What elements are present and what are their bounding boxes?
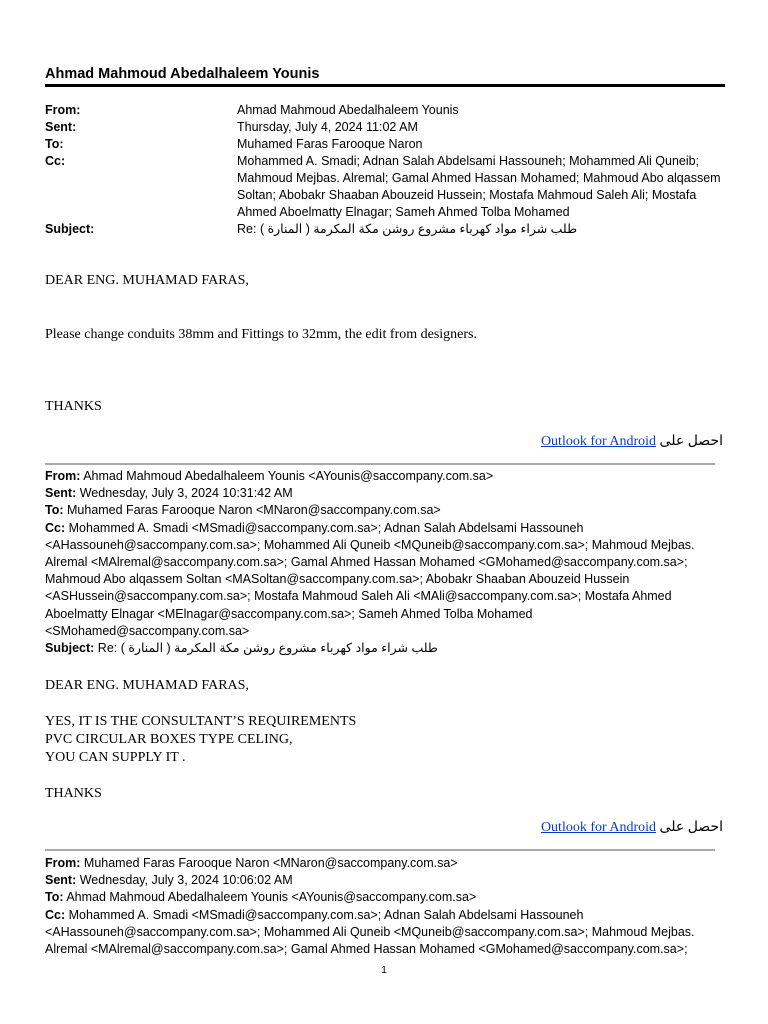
subject-arabic-text: طلب شراء مواد كهرباء مشروع روشن مكة المكرمة ( المنارة ): [259, 222, 578, 236]
quoted-greeting: [45, 677, 725, 695]
quoted-from-value: Ahmad Mahmoud Abedalhaleem Younis <AYounis@saccompany.com.sa>: [83, 469, 494, 483]
page-number: 1: [381, 965, 387, 976]
outlook-android-link[interactable]: Outlook for Android: [540, 434, 657, 449]
quoted-subject-prefix: Re:: [97, 641, 118, 656]
quote-separator: [45, 849, 715, 851]
quoted2-cc-label: Cc:: [45, 907, 66, 922]
sent-row: [45, 119, 725, 136]
quoted-to-label: To:: [45, 503, 64, 518]
quoted-cc-label: Cc:: [45, 520, 66, 535]
outlook-signature: [541, 433, 723, 451]
quoted-closing: [45, 785, 725, 803]
quoted-outlook-android-link[interactable]: Outlook for Android: [540, 820, 657, 835]
quoted2-sent-value: Wednesday, July 3, 2024 10:06:02 AM: [79, 873, 293, 888]
quoted-message-header-2: [45, 855, 725, 958]
quoted2-cc-line-text: <AHassouneh@saccompany.com.sa>; Mohammed Ali Quneib <MQuneib@saccompany.com.sa>; Mahmoud Mejbas.: [45, 924, 695, 939]
quoted2-cc-line: [45, 907, 725, 924]
quoted-body-line: PVC CIRCULAR BOXES TYPE CELING,: [45, 732, 293, 747]
quoted-to-line: [45, 502, 725, 519]
quote-separator: [45, 463, 715, 465]
quoted-message-header: [45, 468, 725, 657]
subject-value: [237, 221, 725, 238]
quoted-cc-line-text: <SMohamed@saccompany.com.sa>: [45, 623, 250, 638]
quoted2-to-label: To:: [45, 890, 64, 905]
quoted-cc-line-text: Mohammed A. Smadi <MSmadi@saccompany.com.sa>; Adnan Salah Abdelsami Hassouneh: [68, 520, 584, 535]
email-header-table: [45, 102, 725, 238]
quoted-closing-text: THANKS: [45, 786, 102, 801]
quoted-cc-line: [45, 520, 725, 537]
from-label: From:: [45, 103, 81, 117]
quoted-cc-line-text: Aboelmatty Elnagar <MElnagar@saccompany.com.sa>; Sameh Ahmed Tolba Mohamed: [45, 606, 533, 621]
quoted2-from-value: Muhamed Faras Farooque Naron <MNaron@saccompany.com.sa>: [83, 856, 458, 870]
email-greeting: [45, 272, 725, 290]
quoted-to-value: Muhamed Faras Farooque Naron <MNaron@saccompany.com.sa>: [67, 503, 441, 518]
greeting-text: DEAR ENG. MUHAMAD FARAS,: [45, 273, 249, 288]
cc-value: Mohammed A. Smadi; Adnan Salah Abdelsami Hassouneh; Mohammed Ali Quneib; Mahmoud Mejbas. Alremal; Gamal Ahmed Hassan Mohamed; Mahmoud Abo alqassem Soltan; Abobakr Shaaban Abouzeid Hussein; Mostafa Mahmoud Saleh Ali; Mostafa Ahmed Aboelmatty Elnagar; Sameh Ahmed Tolba Mohamed: [237, 154, 721, 219]
sent-value: Thursday, July 4, 2024 11:02 AM: [237, 120, 418, 134]
quoted-outlook-arabic-text: احصل على: [659, 820, 723, 835]
quoted-cc-line-text: <ASHussein@saccompany.com.sa>; Mostafa Mahmoud Saleh Ali <MAli@saccompany.com.sa>; Mostafa Ahmed: [45, 589, 672, 604]
email-closing: [45, 398, 725, 416]
quoted-body: [45, 713, 725, 767]
quoted2-cc-line-text: Mohammed A. Smadi <MSmadi@saccompany.com.sa>; Adnan Salah Abdelsami Hassouneh: [68, 907, 584, 922]
quoted-outlook-signature: [541, 819, 723, 837]
quoted-greeting-text: DEAR ENG. MUHAMAD FARAS,: [45, 678, 249, 693]
quoted-sent-value: Wednesday, July 3, 2024 10:31:42 AM: [79, 486, 293, 501]
quoted-sent-label: Sent:: [45, 486, 77, 501]
document-header-name: Ahmad Mahmoud Abedalhaleem Younis: [45, 66, 320, 82]
to-value: Muhamed Faras Farooque Naron: [237, 137, 423, 151]
cc-row: [45, 153, 725, 221]
header-divider: [45, 84, 725, 87]
subject-row: [45, 221, 725, 238]
quoted-cc-line-text: Alremal <MAlremal@saccompany.com.sa>; Gamal Ahmed Hassan Mohamed <GMohamed@saccompany.com.sa>;: [45, 555, 688, 570]
quoted2-to-value: Ahmad Mahmoud Abedalhaleem Younis <AYounis@saccompany.com.sa>: [66, 890, 477, 905]
quoted2-cc-line-text: Alremal <MAlremal@saccompany.com.sa>; Gamal Ahmed Hassan Mohamed <GMohamed@saccompany.com.sa>;: [45, 942, 688, 957]
to-row: [45, 136, 725, 153]
quoted-subject-label: Subject:: [45, 641, 95, 656]
subject-prefix: Re:: [237, 222, 257, 236]
quoted2-to-line: [45, 889, 725, 906]
quoted2-from-label: From:: [45, 856, 81, 870]
quoted-from-line: [45, 468, 725, 485]
quoted-sent-line: [45, 485, 725, 502]
from-value: Ahmad Mahmoud Abedalhaleem Younis: [237, 103, 459, 117]
quoted-cc-line-text: <AHassouneh@saccompany.com.sa>; Mohammed Ali Quneib <MQuneib@saccompany.com.sa>; Mahmoud Mejbas.: [45, 537, 695, 552]
outlook-arabic-text: احصل على: [659, 434, 723, 449]
quoted-subject-line: [45, 640, 725, 657]
from-row: [45, 102, 725, 119]
quoted2-from-line: [45, 855, 725, 872]
to-label: To:: [45, 137, 64, 151]
body-text: Please change conduits 38mm and Fittings to 32mm, the edit from designers.: [45, 327, 477, 342]
quoted-subject-arabic: طلب شراء مواد كهرباء مشروع روشن مكة المكرمة ( المنارة ): [120, 641, 438, 656]
quoted2-sent-line: [45, 872, 725, 889]
sent-label: Sent:: [45, 120, 77, 134]
quoted-from-label: From:: [45, 469, 81, 483]
closing-text: THANKS: [45, 399, 102, 414]
subject-label: Subject:: [45, 222, 95, 236]
quoted-body-line: YES, IT IS THE CONSULTANT’S REQUIREMENTS: [45, 714, 357, 729]
cc-label: Cc:: [45, 154, 66, 168]
email-body: [45, 326, 725, 344]
quoted-cc-line-text: Mahmoud Abo alqassem Soltan <MASoltan@saccompany.com.sa>; Abobakr Shaaban Abouzeid Hussein: [45, 572, 630, 587]
quoted2-sent-label: Sent:: [45, 873, 77, 888]
quoted-body-line: YOU CAN SUPPLY IT .: [45, 750, 186, 765]
